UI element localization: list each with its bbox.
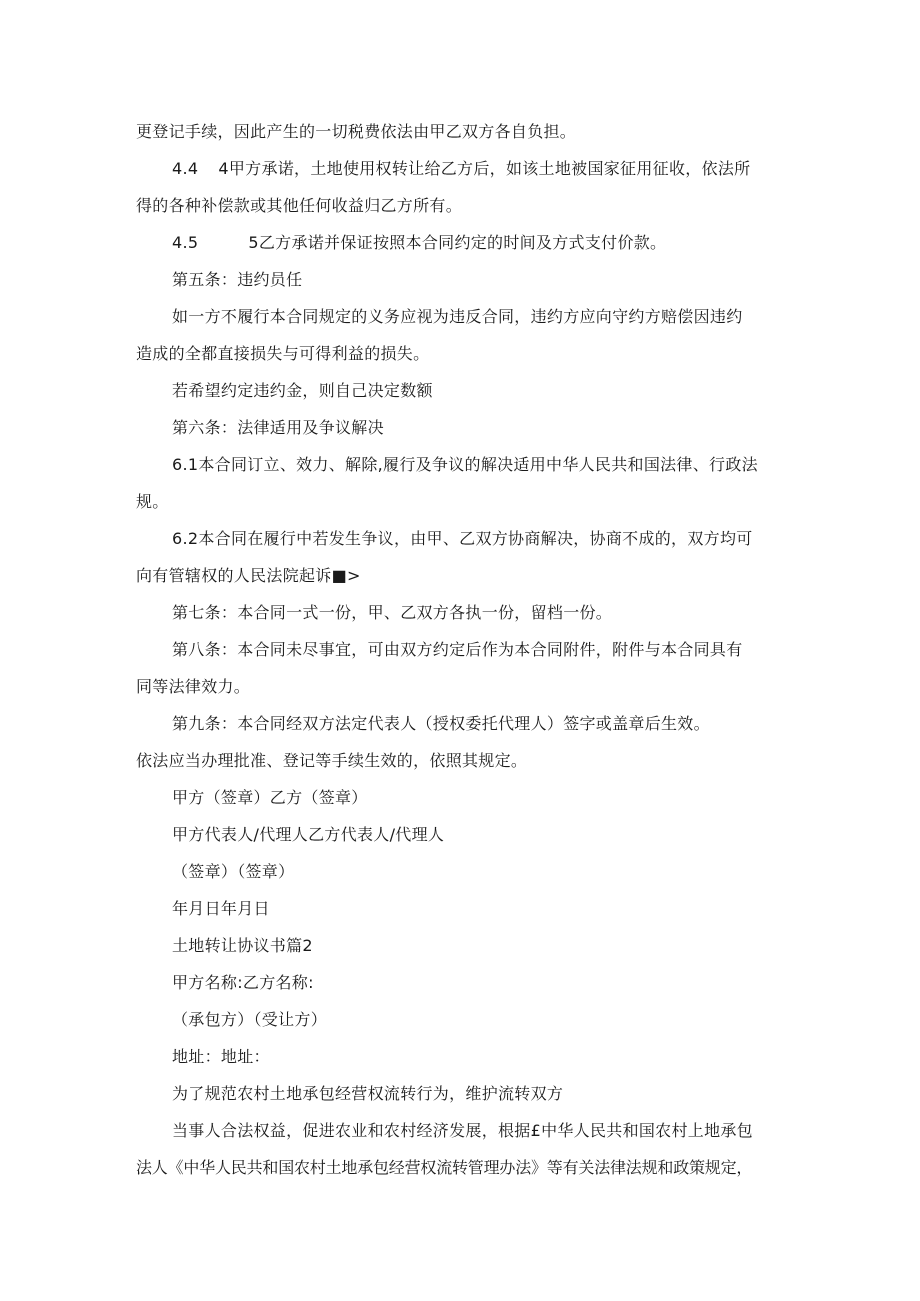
text-line: 如一方不履行本合同规定的义务应视为违反合同，违约方应向守约方赔偿因违约: [172, 307, 743, 326]
text-line: 若希望约定违约金，则自己决定数额: [172, 381, 433, 400]
text-line: 向有管辖权的人民法院起诉■>: [136, 566, 361, 585]
text-line: 法人《中华人民共和国农村土地承包经营权流转管理办法》等有关法律法规和政策规定，: [136, 1158, 753, 1177]
text-line: 6.2本合同在履行中若发生争议，由甲、乙双方协商解决，协商不成的，双方均可: [172, 529, 753, 548]
clause-sub-number: 5: [248, 233, 259, 252]
clause-number: 4.4: [172, 159, 199, 178]
signature-line: 甲方代表人/代理人乙方代表人/代理人: [172, 825, 445, 844]
party-names-line: 甲方名称:乙方名称:: [172, 973, 314, 992]
text-line: 更登记手续，因此产生的一切税费依法由甲乙双方各自负担。: [136, 122, 577, 141]
text-line: 依法应当办理批准、登记等手续生效的，依照其规定。: [136, 751, 528, 770]
article-heading: 第九条：本合同经双方法定代表人（授权委托代理人）签字或盖章后生效。: [172, 714, 710, 733]
clause-4-4: [172, 158, 750, 180]
signature-line: （签章）（签章）: [172, 862, 295, 881]
article-heading: 第八条：本合同未尽事宜，可由双方约定后作为本合同附件，附件与本合同具有: [172, 640, 743, 659]
party-roles-line: （承包方）（受让方）: [172, 1010, 328, 1029]
date-line: 年月日年月日: [172, 899, 270, 918]
signature-line: 甲方（签章）乙方（签章）: [172, 788, 368, 807]
clause-number: 4.5: [172, 233, 199, 252]
text-line: 当事人合法权益，促进农业和农村经济发展，根据£中华人民共和国农村上地承包: [172, 1121, 753, 1140]
clause-text: 乙方承诺并保证按照本合同约定的时间及方式支付价款。: [258, 233, 667, 252]
clause-sub-number: 4: [218, 159, 229, 178]
text-line: 得的各种补偿款或其他任何收益归乙方所有。: [136, 196, 463, 215]
article-heading: 第七条：本合同一式一份，甲、乙双方各执一份，留档一份。: [172, 603, 613, 622]
clause-text: 甲方承诺，土地使用权转让给乙方后，如该土地被国家征用征收，依法所: [228, 159, 751, 178]
text-line: 6.1本合同订立、效力、解除,履行及争议的解决适用中华人民共和国法律、行政法: [172, 455, 758, 474]
text-line: 为了规范农村土地承包经营权流转行为，维护流转双方: [172, 1084, 564, 1103]
clause-4-5: [172, 232, 666, 254]
article-heading: 第五条：违约员任: [172, 270, 303, 289]
text-line: 造成的全都直接损失与可得利益的损失。: [136, 344, 430, 363]
article-heading: 第六条：法律适用及争议解决: [172, 418, 384, 437]
section-title: 土地转让协议书篇2: [172, 936, 313, 955]
text-line: 同等法律效力。: [136, 677, 251, 696]
address-line: 地址：地址：: [172, 1047, 270, 1066]
text-line: 规。: [136, 492, 169, 511]
